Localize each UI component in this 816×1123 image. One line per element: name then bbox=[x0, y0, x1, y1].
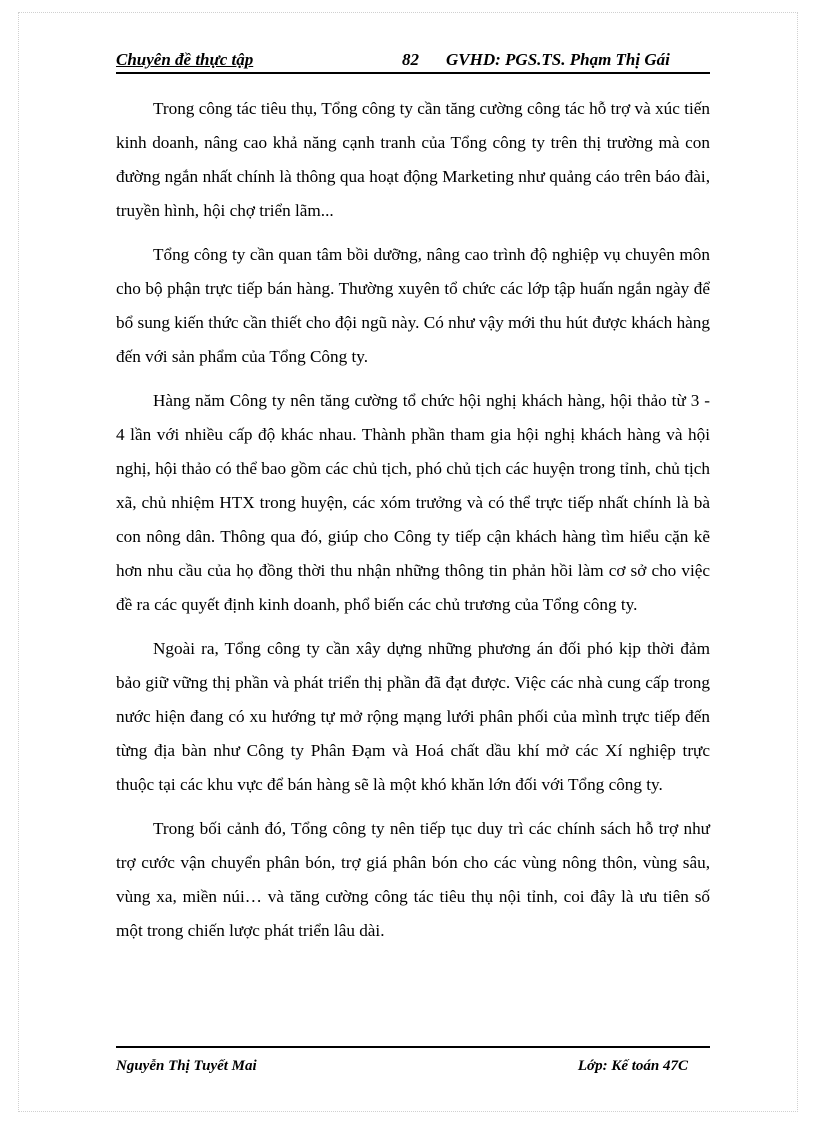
class-label: Lớp: Kế toán 47C bbox=[577, 1058, 688, 1074]
paragraph-2: Tổng công ty cần quan tâm bồi dưỡng, nâng cao trình độ nghiệp vụ chuyên môn cho bộ phận trực tiếp bán hàng. Thường xuyên tổ chức các lớp tập huấn ngắn ngày để bổ sung kiến thức cần thiết cho đội ngũ này. Có như vậy mới thu hút được khách hàng đến với sản phẩm của Tổng Công ty. bbox=[116, 245, 710, 366]
footer-divider bbox=[116, 1046, 710, 1048]
document-body bbox=[116, 92, 710, 958]
page-footer bbox=[116, 1046, 710, 1080]
paragraph-5: Trong bối cảnh đó, Tổng công ty nên tiếp tục duy trì các chính sách hỗ trợ như trợ cước vận chuyển phân bón, trợ giá phân bón cho các vùng nông thôn, vùng sâu, vùng xa, miền núi… và tăng cường công tác tiêu thụ nội tỉnh, coi đây là ưu tiên số một trong chiến lược phát triển lâu dài. bbox=[116, 819, 710, 940]
paragraph-1: Trong công tác tiêu thụ, Tổng công ty cần tăng cường công tác hỗ trợ và xúc tiến kinh doanh, nâng cao khả năng cạnh tranh của Tổng công ty trên thị trường mà con đường ngắn nhất chính là thông qua hoạt động Marketing như quảng cáo trên báo đài, truyền hình, hội chợ triển lãm... bbox=[116, 99, 710, 220]
paragraph-4: Ngoài ra, Tổng công ty cần xây dựng những phương án đối phó kịp thời đảm bảo giữ vững thị phần và phát triển thị phần đã đạt được. Việc các nhà cung cấp trong nước hiện đang có xu hướng tự mở rộng mạng lưới phân phối của mình trực tiếp đến từng địa bàn như Công ty Phân Đạm và Hoá chất dầu khí mở các Xí nghiệp trực thuộc tại các khu vực để bán hàng sẽ là một khó khăn lớn đối với Tổng công ty. bbox=[116, 639, 710, 794]
header-divider bbox=[116, 72, 710, 74]
paragraph-3: Hàng năm Công ty nên tăng cường tổ chức hội nghị khách hàng, hội thảo từ 3 - 4 lần với nhiều cấp độ khác nhau. Thành phần tham gia hội nghị khách hàng và hội nghị, hội thảo có thể bao gồm các chủ tịch, phó chủ tịch các huyện trong tỉnh, chủ tịch xã, chủ nhiệm HTX trong huyện, các xóm trưởng và có thể trực tiếp nhất chính là bà con nông dân. Thông qua đó, giúp cho Công ty tiếp cận khách hàng tìm hiểu cặn kẽ hơn nhu cầu của họ đồng thời thu nhận những thông tin phản hồi làm cơ sở cho việc đề ra các quyết định kinh doanh, phổ biến các chủ trương của Tổng công ty. bbox=[116, 391, 710, 614]
page-header bbox=[116, 44, 710, 74]
document-title: Chuyên đề thực tập bbox=[116, 50, 254, 69]
page-number: 82 bbox=[402, 50, 419, 69]
author-name: Nguyễn Thị Tuyết Mai bbox=[116, 1058, 257, 1074]
supervisor-label: GVHD: PGS.TS. Phạm Thị Gái bbox=[446, 50, 670, 69]
